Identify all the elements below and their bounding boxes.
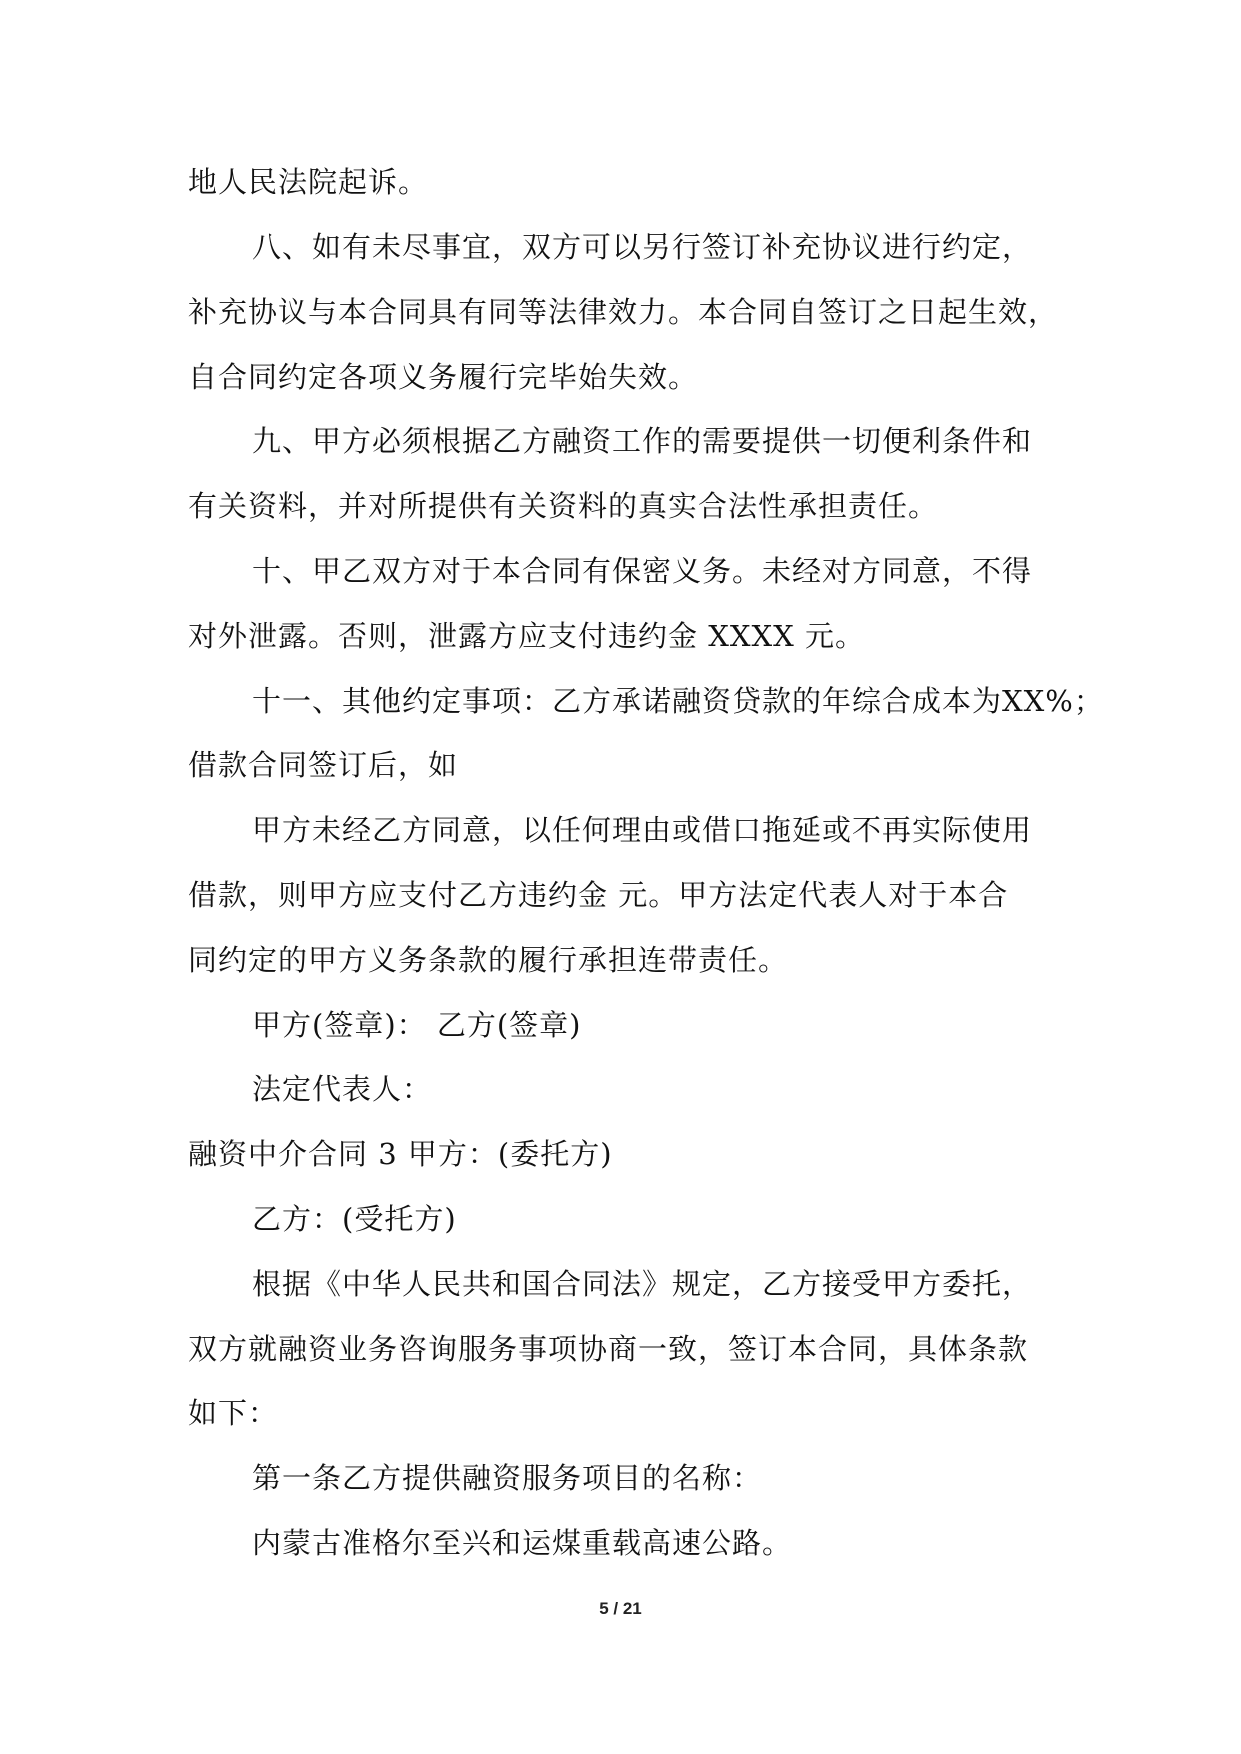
text-line: 地人民法院起诉。 — [188, 165, 429, 199]
text-line: 根据《中华人民共和国合同法》规定，乙方接受甲方委托， — [252, 1267, 1033, 1301]
text-line: 如下： — [188, 1396, 279, 1430]
text-line: 借款，则甲方应支付乙方违约金 元。甲方法定代表人对于本合 — [188, 878, 1009, 912]
text-line: 十一、其他约定事项：乙方承诺融资贷款的年综合成本为XX%； — [252, 684, 1104, 718]
party-line: 乙方：(受托方) — [252, 1202, 457, 1236]
text-line: 内蒙古准格尔至兴和运煤重载高速公路。 — [252, 1526, 793, 1560]
text-line: 同约定的甲方义务条款的履行承担连带责任。 — [188, 943, 789, 977]
text-line: 甲方未经乙方同意，以任何理由或借口拖延或不再实际使用 — [252, 813, 1033, 847]
text-line: 有关资料，并对所提供有关资料的真实合法性承担责任。 — [188, 489, 939, 523]
page-number: 5 / 21 — [599, 1599, 642, 1618]
representative-line: 法定代表人： — [252, 1072, 433, 1106]
article-heading-line: 第一条乙方提供融资服务项目的名称： — [252, 1461, 763, 1495]
text-line: 借款合同签订后，如 — [188, 748, 459, 782]
text-line: 九、甲方必须根据乙方融资工作的需要提供一切便利条件和 — [252, 424, 1033, 458]
text-line: 十、甲乙双方对于本合同有保密义务。未经对方同意，不得 — [252, 554, 1033, 588]
signature-line: 甲方(签章)： 乙方(签章) — [252, 1008, 582, 1042]
text-line: 双方就融资业务咨询服务事项协商一致，签订本合同，具体条款 — [188, 1332, 1029, 1366]
text-line: 补充协议与本合同具有同等法律效力。本合同自签订之日起生效， — [188, 295, 1059, 329]
text-line: 八、如有未尽事宜，双方可以另行签订补充协议进行约定， — [252, 230, 1033, 264]
contract-heading-line: 融资中介合同 3 甲方：(委托方) — [188, 1137, 613, 1171]
text-line: 自合同约定各项义务履行完毕始失效。 — [188, 360, 699, 394]
text-line: 对外泄露。否则，泄露方应支付违约金 XXXX 元。 — [188, 619, 866, 653]
